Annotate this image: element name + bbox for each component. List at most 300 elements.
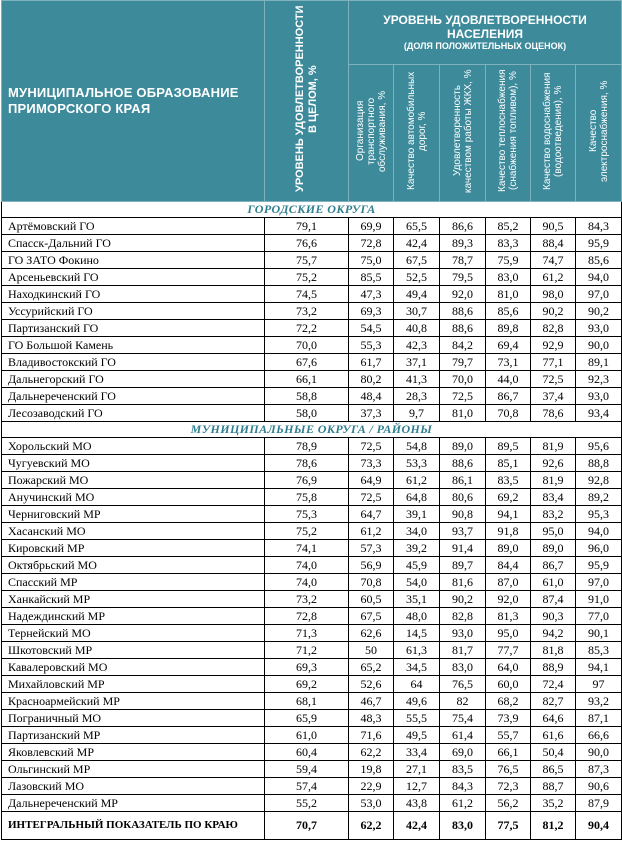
cell-water: 81,2 xyxy=(531,812,576,840)
cell-heat: 89,5 xyxy=(486,438,531,455)
cell-overall: 76,9 xyxy=(265,472,349,489)
table-row xyxy=(2,371,622,388)
table-row xyxy=(2,727,622,744)
table-row xyxy=(2,455,622,472)
row-name: Октябрьский МО xyxy=(2,557,265,574)
cell-heat: 76,5 xyxy=(486,761,531,778)
cell-electricity: 90,0 xyxy=(576,744,622,761)
cell-overall: 73,2 xyxy=(265,303,349,320)
cell-overall: 75,3 xyxy=(265,506,349,523)
cell-housing: 86,6 xyxy=(440,218,486,235)
cell-transport: 72,5 xyxy=(349,438,394,455)
row-name: Пограничный МО xyxy=(2,710,265,727)
satisfaction-table xyxy=(1,0,622,840)
cell-heat: 83,5 xyxy=(486,472,531,489)
cell-electricity: 94,0 xyxy=(576,269,622,286)
row-name: Тернейский МО xyxy=(2,625,265,642)
cell-housing: 93,0 xyxy=(440,625,486,642)
cell-electricity: 96,0 xyxy=(576,540,622,557)
row-name: Чугуевский МО xyxy=(2,455,265,472)
cell-overall: 71,2 xyxy=(265,642,349,659)
cell-electricity: 94,0 xyxy=(576,523,622,540)
cell-transport: 65,2 xyxy=(349,659,394,676)
cell-overall: 70,0 xyxy=(265,337,349,354)
cell-roads: 64,8 xyxy=(394,489,440,506)
row-name: Черниговский МР xyxy=(2,506,265,523)
cell-electricity: 87,1 xyxy=(576,710,622,727)
cell-overall: 57,4 xyxy=(265,778,349,795)
cell-transport: 80,2 xyxy=(349,371,394,388)
cell-water: 95,0 xyxy=(531,523,576,540)
cell-transport: 70,8 xyxy=(349,574,394,591)
table-row xyxy=(2,269,622,286)
cell-water: 98,0 xyxy=(531,286,576,303)
cell-roads: 65,5 xyxy=(394,218,440,235)
row-name: Партизанский ГО xyxy=(2,320,265,337)
cell-overall: 60,4 xyxy=(265,744,349,761)
cell-water: 61,6 xyxy=(531,727,576,744)
cell-electricity: 66,6 xyxy=(576,727,622,744)
total-row xyxy=(2,812,622,840)
cell-overall: 75,7 xyxy=(265,252,349,269)
table-row xyxy=(2,693,622,710)
cell-heat: 69,4 xyxy=(486,337,531,354)
cell-heat: 83,0 xyxy=(486,269,531,286)
table-row xyxy=(2,303,622,320)
cell-heat: 55,7 xyxy=(486,727,531,744)
table-row xyxy=(2,438,622,455)
table-row xyxy=(2,591,622,608)
header-group xyxy=(349,1,622,65)
cell-housing: 88,6 xyxy=(440,455,486,472)
cell-water: 61,2 xyxy=(531,269,576,286)
cell-overall: 75,2 xyxy=(265,269,349,286)
cell-heat: 86,7 xyxy=(486,388,531,405)
cell-roads: 30,7 xyxy=(394,303,440,320)
table-row xyxy=(2,523,622,540)
cell-overall: 71,3 xyxy=(265,625,349,642)
cell-roads: 34,5 xyxy=(394,659,440,676)
table-row xyxy=(2,354,622,371)
cell-heat: 89,0 xyxy=(486,540,531,557)
cell-electricity: 93,0 xyxy=(576,388,622,405)
cell-housing: 88,6 xyxy=(440,320,486,337)
cell-transport: 48,4 xyxy=(349,388,394,405)
cell-housing: 92,0 xyxy=(440,286,486,303)
cell-electricity: 94,1 xyxy=(576,659,622,676)
cell-transport: 50 xyxy=(349,642,394,659)
cell-roads: 42,3 xyxy=(394,337,440,354)
header-transport xyxy=(349,65,394,202)
row-name: ГО Большой Камень xyxy=(2,337,265,354)
cell-water: 87,4 xyxy=(531,591,576,608)
table-row xyxy=(2,489,622,506)
cell-water: 72,4 xyxy=(531,676,576,693)
table-row xyxy=(2,337,622,354)
row-name: Михайловский МР xyxy=(2,676,265,693)
cell-housing: 83,0 xyxy=(440,812,486,840)
table-row xyxy=(2,744,622,761)
cell-water: 74,7 xyxy=(531,252,576,269)
table-row xyxy=(2,642,622,659)
cell-overall: 74,1 xyxy=(265,540,349,557)
cell-housing: 89,7 xyxy=(440,557,486,574)
cell-electricity: 90,6 xyxy=(576,778,622,795)
cell-water: 86,5 xyxy=(531,761,576,778)
cell-overall: 59,4 xyxy=(265,761,349,778)
row-name: Яковлевский МР xyxy=(2,744,265,761)
cell-roads: 61,3 xyxy=(394,642,440,659)
cell-water: 81,8 xyxy=(531,642,576,659)
cell-water: 82,7 xyxy=(531,693,576,710)
cell-transport: 61,7 xyxy=(349,354,394,371)
cell-heat: 44,0 xyxy=(486,371,531,388)
cell-roads: 39,1 xyxy=(394,506,440,523)
cell-water: 82,8 xyxy=(531,320,576,337)
cell-housing: 93,7 xyxy=(440,523,486,540)
cell-overall: 68,1 xyxy=(265,693,349,710)
cell-transport: 62,2 xyxy=(349,744,394,761)
cell-transport: 52,6 xyxy=(349,676,394,693)
header-electricity xyxy=(576,65,622,202)
cell-roads: 64 xyxy=(394,676,440,693)
row-name: Партизанский МР xyxy=(2,727,265,744)
cell-overall: 75,2 xyxy=(265,523,349,540)
cell-transport: 60,5 xyxy=(349,591,394,608)
cell-overall: 79,1 xyxy=(265,218,349,235)
header-transport-label: Организация транспортного обслуживания, % xyxy=(354,90,388,172)
cell-electricity: 90,2 xyxy=(576,303,622,320)
cell-housing: 61,4 xyxy=(440,727,486,744)
cell-housing: 90,2 xyxy=(440,591,486,608)
cell-roads: 34,0 xyxy=(394,523,440,540)
cell-transport: 47,3 xyxy=(349,286,394,303)
table-row xyxy=(2,795,622,812)
cell-electricity: 97 xyxy=(576,676,622,693)
cell-electricity: 77,0 xyxy=(576,608,622,625)
cell-water: 89,0 xyxy=(531,540,576,557)
section-label: МУНИЦИПАЛЬНЫЕ ОКРУГА / РАЙОНЫ xyxy=(2,422,622,438)
cell-roads: 28,3 xyxy=(394,388,440,405)
cell-transport: 72,5 xyxy=(349,489,394,506)
cell-heat: 69,2 xyxy=(486,489,531,506)
cell-heat: 64,0 xyxy=(486,659,531,676)
cell-roads: 9,7 xyxy=(394,405,440,422)
cell-transport: 73,3 xyxy=(349,455,394,472)
header-heat-label: Качество теплоснабжения (снабжения топливом), % xyxy=(497,69,519,193)
cell-electricity: 84,3 xyxy=(576,218,622,235)
cell-housing: 81,6 xyxy=(440,574,486,591)
cell-housing: 83,5 xyxy=(440,761,486,778)
cell-overall: 72,2 xyxy=(265,320,349,337)
cell-water: 86,7 xyxy=(531,557,576,574)
cell-roads: 12,7 xyxy=(394,778,440,795)
header-water xyxy=(531,65,576,202)
cell-transport: 67,5 xyxy=(349,608,394,625)
cell-water: 81,9 xyxy=(531,472,576,489)
cell-roads: 45,9 xyxy=(394,557,440,574)
cell-housing: 91,4 xyxy=(440,540,486,557)
cell-electricity: 97,0 xyxy=(576,286,622,303)
cell-electricity: 85,6 xyxy=(576,252,622,269)
cell-transport: 37,3 xyxy=(349,405,394,422)
cell-transport: 22,9 xyxy=(349,778,394,795)
cell-electricity: 89,1 xyxy=(576,354,622,371)
cell-housing: 75,4 xyxy=(440,710,486,727)
cell-overall: 74,0 xyxy=(265,574,349,591)
row-name: Шкотовский МР xyxy=(2,642,265,659)
cell-electricity: 92,3 xyxy=(576,371,622,388)
cell-housing: 82,8 xyxy=(440,608,486,625)
cell-overall: 75,8 xyxy=(265,489,349,506)
cell-housing: 72,5 xyxy=(440,388,486,405)
cell-heat: 73,1 xyxy=(486,354,531,371)
cell-electricity: 93,2 xyxy=(576,693,622,710)
cell-water: 77,1 xyxy=(531,354,576,371)
cell-housing: 84,2 xyxy=(440,337,486,354)
cell-overall: 58,8 xyxy=(265,388,349,405)
cell-water: 61,0 xyxy=(531,574,576,591)
cell-transport: 85,5 xyxy=(349,269,394,286)
row-name: Хасанский МО xyxy=(2,523,265,540)
cell-water: 78,6 xyxy=(531,405,576,422)
row-name: Кавалеровский МО xyxy=(2,659,265,676)
cell-electricity: 87,3 xyxy=(576,761,622,778)
row-name: Лесозаводский ГО xyxy=(2,405,265,422)
cell-transport: 75,0 xyxy=(349,252,394,269)
cell-transport: 19,8 xyxy=(349,761,394,778)
cell-overall: 58,0 xyxy=(265,405,349,422)
header-roads xyxy=(394,65,440,202)
cell-heat: 73,9 xyxy=(486,710,531,727)
cell-roads: 48,0 xyxy=(394,608,440,625)
cell-roads: 61,2 xyxy=(394,472,440,489)
cell-water: 88,4 xyxy=(531,235,576,252)
cell-housing: 83,0 xyxy=(440,659,486,676)
cell-heat: 81,0 xyxy=(486,286,531,303)
cell-water: 88,7 xyxy=(531,778,576,795)
cell-overall: 66,1 xyxy=(265,371,349,388)
cell-water: 72,5 xyxy=(531,371,576,388)
cell-water: 37,4 xyxy=(531,388,576,405)
cell-housing: 88,6 xyxy=(440,303,486,320)
cell-transport: 61,2 xyxy=(349,523,394,540)
cell-roads: 14,5 xyxy=(394,625,440,642)
cell-heat: 87,0 xyxy=(486,574,531,591)
row-name: ИНТЕГРАЛЬНЫЙ ПОКАЗАТЕЛЬ ПО КРАЮ xyxy=(2,812,265,840)
cell-housing: 61,2 xyxy=(440,795,486,812)
cell-electricity: 85,3 xyxy=(576,642,622,659)
table-row xyxy=(2,472,622,489)
header-group-title: УРОВЕНЬ УДОВЛЕТВОРЕННОСТИ НАСЕЛЕНИЯ xyxy=(383,13,587,41)
header-roads-label: Качество автомобильных дорог, % xyxy=(405,71,428,191)
cell-electricity: 90,0 xyxy=(576,337,622,354)
header-municipality: МУНИЦИПАЛЬНОЕ ОБРАЗОВАНИЕ ПРИМОРСКОГО КРАЯ xyxy=(2,1,265,202)
cell-overall: 72,8 xyxy=(265,608,349,625)
cell-transport: 54,5 xyxy=(349,320,394,337)
cell-water: 83,2 xyxy=(531,506,576,523)
cell-water: 94,2 xyxy=(531,625,576,642)
cell-electricity: 95,6 xyxy=(576,438,622,455)
cell-transport: 56,9 xyxy=(349,557,394,574)
header-overall-satisfaction xyxy=(265,1,349,202)
row-name: Спасск-Дальний ГО xyxy=(2,235,265,252)
row-name: Ольгинский МР xyxy=(2,761,265,778)
cell-water: 88,9 xyxy=(531,659,576,676)
cell-housing: 79,7 xyxy=(440,354,486,371)
row-name: Дальнереченский МР xyxy=(2,795,265,812)
cell-heat: 68,2 xyxy=(486,693,531,710)
header-housing xyxy=(440,65,486,202)
cell-transport: 62,6 xyxy=(349,625,394,642)
cell-roads: 55,5 xyxy=(394,710,440,727)
table-body xyxy=(2,202,622,840)
table-row xyxy=(2,388,622,405)
cell-water: 81,9 xyxy=(531,438,576,455)
cell-heat: 89,8 xyxy=(486,320,531,337)
header-water-label: Качество водоснабжения (водоотведения), % xyxy=(542,72,564,190)
header-overall-label: УРОВЕНЬ УДОВЛЕТВОРЕННОСТИ В ЦЕЛОМ, % xyxy=(293,5,319,193)
cell-transport: 53,0 xyxy=(349,795,394,812)
cell-electricity: 95,9 xyxy=(576,235,622,252)
cell-housing: 89,3 xyxy=(440,235,486,252)
table-row xyxy=(2,506,622,523)
cell-transport: 64,7 xyxy=(349,506,394,523)
row-name: Дальнереченский ГО xyxy=(2,388,265,405)
cell-heat: 66,1 xyxy=(486,744,531,761)
cell-overall: 78,9 xyxy=(265,438,349,455)
row-name: ГО ЗАТО Фокино xyxy=(2,252,265,269)
cell-water: 83,4 xyxy=(531,489,576,506)
cell-housing: 82 xyxy=(440,693,486,710)
cell-overall: 67,6 xyxy=(265,354,349,371)
cell-electricity: 90,1 xyxy=(576,625,622,642)
table-row xyxy=(2,608,622,625)
row-name: Кировский МР xyxy=(2,540,265,557)
cell-water: 35,2 xyxy=(531,795,576,812)
row-name: Арсеньевский ГО xyxy=(2,269,265,286)
row-name: Анучинский МО xyxy=(2,489,265,506)
cell-water: 64,6 xyxy=(531,710,576,727)
cell-roads: 37,1 xyxy=(394,354,440,371)
table-row xyxy=(2,405,622,422)
cell-roads: 53,3 xyxy=(394,455,440,472)
section-city-districts xyxy=(2,202,622,218)
table-row xyxy=(2,557,622,574)
cell-overall: 74,5 xyxy=(265,286,349,303)
cell-overall: 69,2 xyxy=(265,676,349,693)
cell-transport: 69,9 xyxy=(349,218,394,235)
table-row xyxy=(2,625,622,642)
cell-housing: 76,5 xyxy=(440,676,486,693)
row-name: Ханкайский МР xyxy=(2,591,265,608)
cell-electricity: 95,9 xyxy=(576,557,622,574)
cell-water: 92,6 xyxy=(531,455,576,472)
cell-heat: 75,9 xyxy=(486,252,531,269)
table-row xyxy=(2,286,622,303)
row-name: Уссурийский ГО xyxy=(2,303,265,320)
cell-electricity: 93,0 xyxy=(576,320,622,337)
cell-heat: 72,3 xyxy=(486,778,531,795)
table-row xyxy=(2,320,622,337)
table-row xyxy=(2,252,622,269)
cell-water: 90,2 xyxy=(531,303,576,320)
cell-overall: 69,3 xyxy=(265,659,349,676)
cell-transport: 62,2 xyxy=(349,812,394,840)
cell-heat: 83,3 xyxy=(486,235,531,252)
cell-electricity: 97,0 xyxy=(576,574,622,591)
table-row xyxy=(2,574,622,591)
table-row xyxy=(2,659,622,676)
cell-roads: 40,8 xyxy=(394,320,440,337)
cell-heat: 85,2 xyxy=(486,218,531,235)
cell-electricity: 88,8 xyxy=(576,455,622,472)
cell-housing: 70,0 xyxy=(440,371,486,388)
cell-transport: 69,3 xyxy=(349,303,394,320)
table-row xyxy=(2,761,622,778)
cell-roads: 41,3 xyxy=(394,371,440,388)
row-name: Владивостокский ГО xyxy=(2,354,265,371)
cell-water: 50,4 xyxy=(531,744,576,761)
cell-overall: 74,0 xyxy=(265,557,349,574)
row-name: Дальнегорский ГО xyxy=(2,371,265,388)
cell-water: 90,5 xyxy=(531,218,576,235)
row-name: Надеждинский МР xyxy=(2,608,265,625)
cell-roads: 42,4 xyxy=(394,235,440,252)
cell-heat: 56,2 xyxy=(486,795,531,812)
row-name: Артёмовский ГО xyxy=(2,218,265,235)
row-name: Спасский МР xyxy=(2,574,265,591)
cell-roads: 35,1 xyxy=(394,591,440,608)
cell-roads: 49,5 xyxy=(394,727,440,744)
section-municipal-districts xyxy=(2,422,622,438)
cell-heat: 70,8 xyxy=(486,405,531,422)
cell-housing: 86,1 xyxy=(440,472,486,489)
cell-overall: 65,9 xyxy=(265,710,349,727)
cell-electricity: 93,4 xyxy=(576,405,622,422)
cell-roads: 43,8 xyxy=(394,795,440,812)
cell-electricity: 91,0 xyxy=(576,591,622,608)
cell-heat: 77,7 xyxy=(486,642,531,659)
cell-overall: 78,6 xyxy=(265,455,349,472)
cell-overall: 55,2 xyxy=(265,795,349,812)
table-row xyxy=(2,218,622,235)
header-housing-label: Удовлетворенность качеством работы ЖКХ, % xyxy=(451,69,474,193)
cell-housing: 80,6 xyxy=(440,489,486,506)
cell-transport: 55,3 xyxy=(349,337,394,354)
cell-heat: 77,5 xyxy=(486,812,531,840)
row-name: Хорольский МО xyxy=(2,438,265,455)
cell-electricity: 95,3 xyxy=(576,506,622,523)
cell-heat: 85,1 xyxy=(486,455,531,472)
cell-roads: 67,5 xyxy=(394,252,440,269)
row-name: Пожарский МО xyxy=(2,472,265,489)
cell-roads: 39,2 xyxy=(394,540,440,557)
cell-heat: 84,4 xyxy=(486,557,531,574)
cell-roads: 49,6 xyxy=(394,693,440,710)
cell-housing: 78,7 xyxy=(440,252,486,269)
cell-transport: 64,9 xyxy=(349,472,394,489)
cell-roads: 54,0 xyxy=(394,574,440,591)
cell-housing: 90,8 xyxy=(440,506,486,523)
cell-electricity: 89,2 xyxy=(576,489,622,506)
cell-housing: 81,7 xyxy=(440,642,486,659)
row-name: Красноармейский МР xyxy=(2,693,265,710)
cell-overall: 73,2 xyxy=(265,591,349,608)
table-row xyxy=(2,540,622,557)
cell-roads: 49,4 xyxy=(394,286,440,303)
cell-electricity: 87,9 xyxy=(576,795,622,812)
